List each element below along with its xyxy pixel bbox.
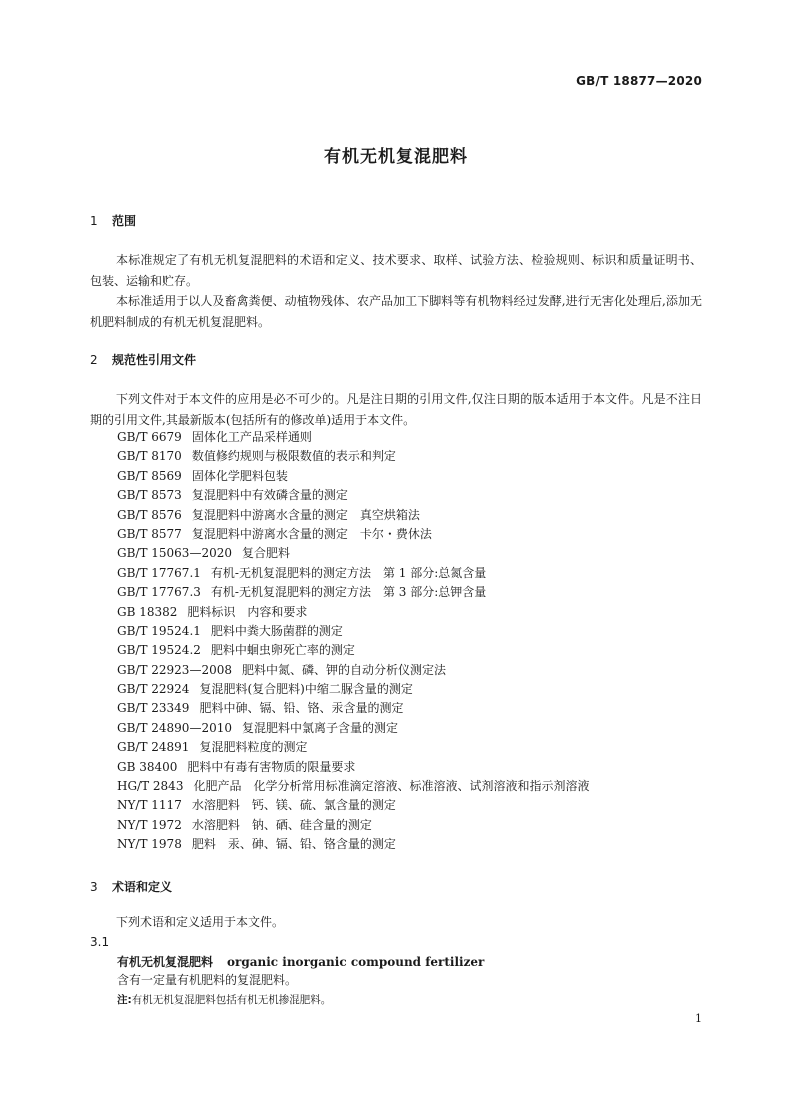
reference-code: GB/T 22923—2008	[117, 662, 232, 677]
section-title: 术语和定义	[112, 880, 173, 894]
terms-intro: 下列术语和定义适用于本文件。	[116, 915, 285, 929]
term-heading	[117, 953, 484, 970]
reference-title: 固体化工产品采样通则	[191, 430, 312, 444]
reference-code: GB/T 8577	[117, 526, 182, 541]
reference-code: GB/T 22924	[117, 682, 190, 697]
reference-title: 复混肥料中游离水含量的测定 卡尔・费休法	[191, 526, 432, 541]
reference-title: 肥料 汞、砷、镉、铅、铬含量的测定	[191, 837, 396, 852]
page-number: 1	[695, 1012, 702, 1025]
reference-code: GB/T 8170	[117, 449, 182, 464]
reference-code: GB/T 8576	[117, 507, 182, 522]
section-number: 3	[90, 880, 98, 894]
reference-title: 有机-无机复混肥料的测定方法 第 3 部分:总钾含量	[210, 585, 487, 600]
section-title: 范围	[112, 214, 137, 228]
section-1-heading	[90, 212, 136, 229]
reference-title: 固体化学肥料包装	[191, 468, 288, 483]
reference-title: 复混肥料中有效磷含量的测定	[191, 488, 348, 503]
reference-item	[117, 835, 589, 854]
reference-item	[117, 603, 589, 622]
reference-item	[117, 777, 589, 796]
reference-title: 肥料标识 内容和要求	[187, 604, 308, 619]
reference-code: GB/T 15063—2020	[117, 546, 232, 561]
section-title: 规范性引用文件	[112, 353, 197, 367]
references-intro: 下列文件对于本文件的应用是必不可少的。凡是注日期的引用文件,仅注日期的版本适用于本文件。凡是不注日期的引用文件,其最新版本(包括所有的修改单)适用于本文件。	[90, 392, 702, 427]
reference-code: GB/T 19524.1	[117, 623, 201, 638]
reference-title: 化肥产品 化学分析常用标准滴定溶液、标准溶液、试剂溶液和指示剂溶液	[193, 779, 590, 794]
reference-title: 复混肥料中氯离子含量的测定	[241, 720, 398, 735]
section-number: 1	[90, 214, 98, 228]
reference-item	[117, 816, 589, 835]
reference-item	[117, 544, 589, 563]
section-2-heading	[90, 351, 196, 368]
reference-item	[117, 525, 589, 544]
section-3-heading	[90, 878, 172, 895]
reference-item	[117, 661, 589, 680]
reference-item	[117, 622, 589, 641]
reference-item	[117, 447, 589, 466]
reference-item	[117, 486, 589, 505]
term-number: 3.1	[90, 935, 110, 949]
reference-item	[117, 583, 589, 602]
reference-code: GB/T 17767.1	[117, 565, 201, 580]
reference-code: NY/T 1117	[117, 798, 182, 813]
reference-title: 有机-无机复混肥料的测定方法 第 1 部分:总氮含量	[210, 565, 487, 580]
reference-item	[117, 758, 589, 777]
reference-title: 肥料中砷、镉、铅、铬、汞含量的测定	[199, 701, 404, 716]
reference-code: GB/T 17767.3	[117, 585, 201, 600]
reference-item	[117, 467, 589, 486]
reference-title: 水溶肥料 钠、硒、硅含量的测定	[191, 817, 372, 832]
term-english: organic inorganic compound fertilizer	[227, 955, 485, 969]
term-note	[117, 992, 331, 1007]
reference-code: GB/T 6679	[117, 430, 182, 444]
reference-title: 数值修约规则与极限数值的表示和判定	[191, 449, 396, 464]
reference-code: NY/T 1978	[117, 837, 182, 852]
reference-title: 肥料中粪大肠菌群的测定	[210, 623, 343, 638]
reference-title: 肥料中有毒有害物质的限量要求	[187, 759, 356, 774]
reference-item	[117, 719, 589, 738]
note-label: 注:	[117, 994, 132, 1006]
reference-title: 肥料中氮、磷、钾的自动分析仪测定法	[241, 662, 446, 677]
reference-code: GB/T 24890—2010	[117, 720, 232, 735]
scope-paragraph-1: 本标准规定了有机无机复混肥料的术语和定义、技术要求、取样、试验方法、检验规则、标识和质量证明书、包装、运输和贮存。	[90, 253, 702, 288]
reference-list	[117, 428, 589, 855]
scope-paragraph-2: 本标准适用于以人及畜禽粪便、动植物残体、农产品加工下脚料等有机物料经过发酵,进行无害化处理后,添加无机肥料制成的有机无机复混肥料。	[90, 294, 702, 329]
reference-item	[117, 564, 589, 583]
reference-code: GB 18382	[117, 604, 178, 619]
reference-item	[117, 699, 589, 718]
term-definition: 含有一定量有机肥料的复混肥料。	[117, 973, 298, 987]
reference-code: HG/T 2843	[117, 779, 184, 794]
reference-item	[117, 738, 589, 757]
note-text: 有机无机复混肥料包括有机无机掺混肥料。	[131, 994, 332, 1006]
reference-title: 水溶肥料 钙、镁、硫、氯含量的测定	[191, 798, 396, 813]
standard-number: GB/T 18877—2020	[576, 74, 702, 88]
reference-code: GB/T 8573	[117, 488, 182, 503]
reference-item	[117, 641, 589, 660]
reference-code: NY/T 1972	[117, 817, 182, 832]
reference-code: GB/T 24891	[117, 740, 190, 755]
reference-title: 复混肥料(复合肥料)中缩二脲含量的测定	[199, 682, 413, 697]
section-number: 2	[90, 353, 98, 367]
reference-title: 肥料中蛔虫卵死亡率的测定	[210, 643, 355, 658]
reference-item	[117, 506, 589, 525]
reference-item	[117, 680, 589, 699]
reference-code: GB/T 19524.2	[117, 643, 201, 658]
reference-title: 复混肥料中游离水含量的测定 真空烘箱法	[191, 507, 420, 522]
reference-code: GB/T 23349	[117, 701, 190, 716]
reference-item	[117, 796, 589, 815]
reference-title: 复合肥料	[241, 546, 290, 561]
reference-code: GB 38400	[117, 759, 178, 774]
term-chinese: 有机无机复混肥料	[117, 955, 214, 969]
reference-item	[117, 428, 589, 447]
reference-code: GB/T 8569	[117, 468, 182, 483]
document-title: 有机无机复混肥料	[324, 147, 468, 167]
reference-title: 复混肥料粒度的测定	[199, 740, 308, 755]
